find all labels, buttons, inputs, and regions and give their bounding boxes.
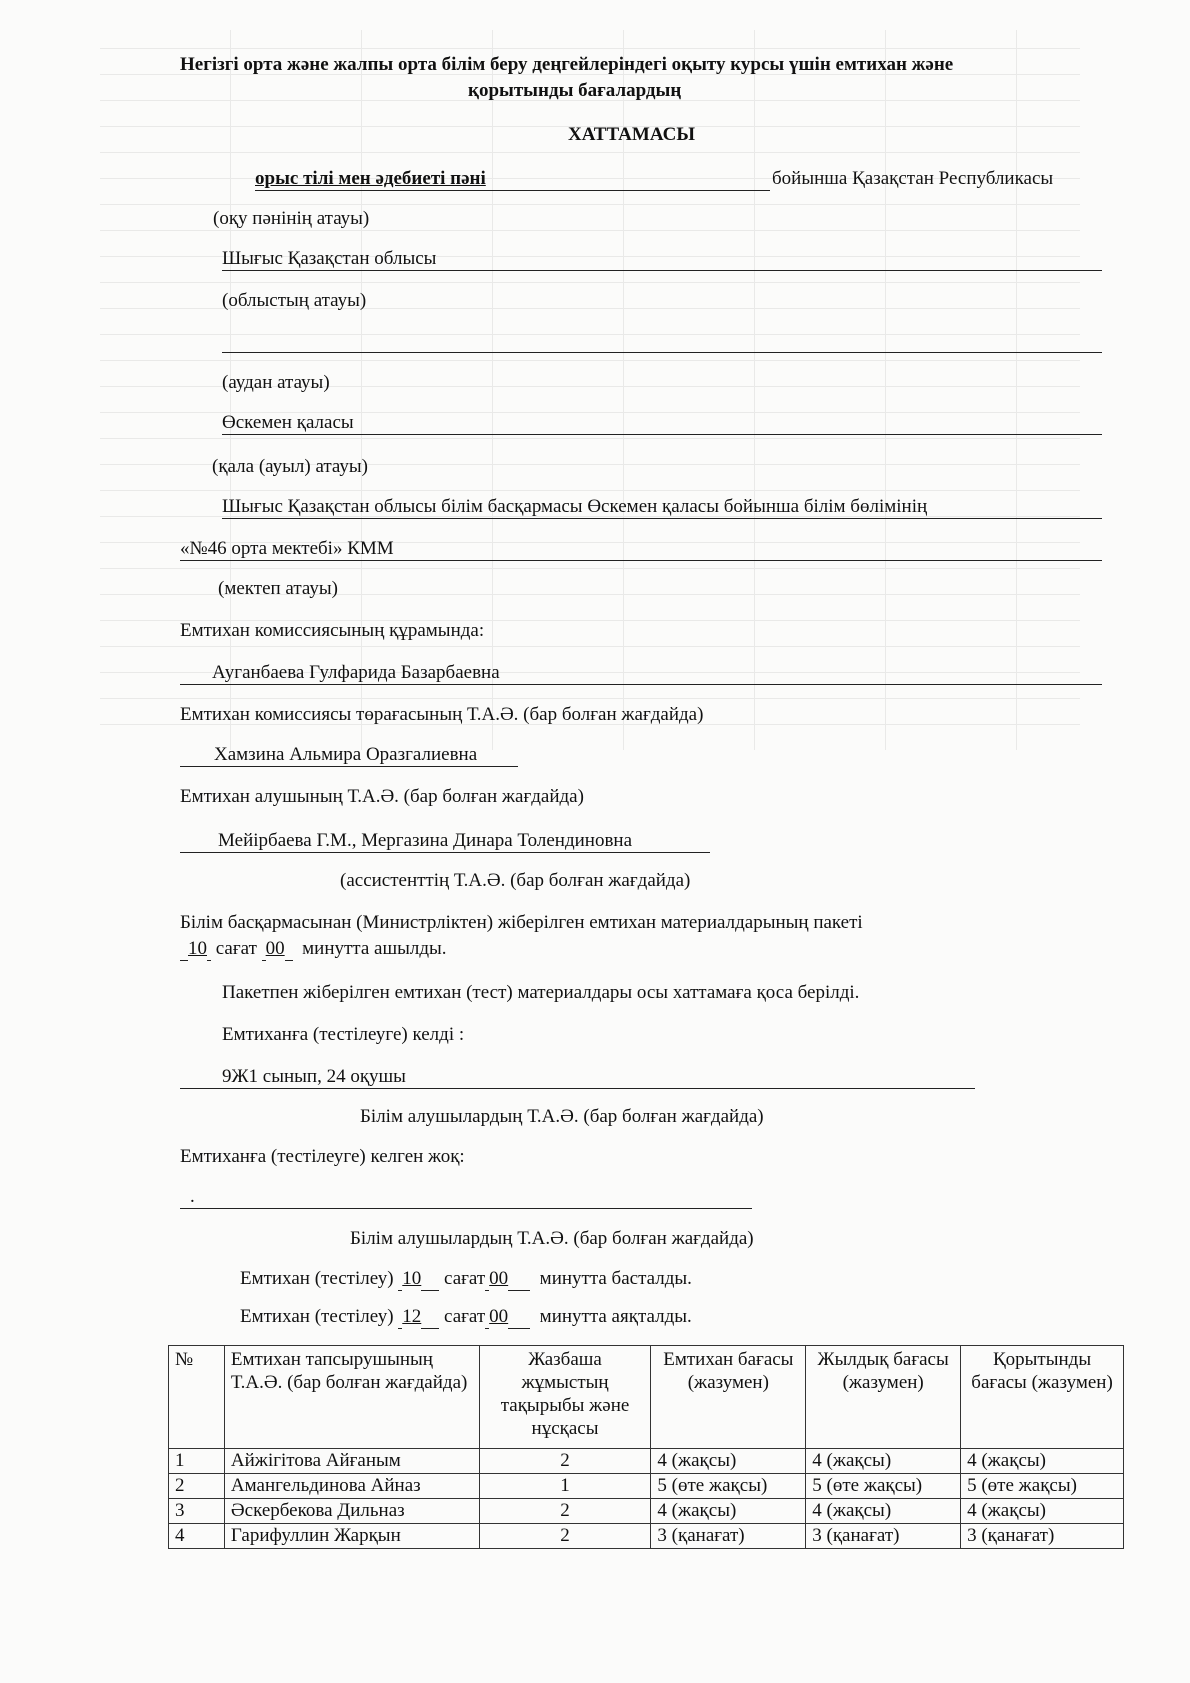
commission-assistants-name: Мейірбаева Г.М., Мергазина Динара Толендиновна — [218, 830, 633, 851]
attendance-students-label-2: Білім алушылардың Т.А.Ә. (бар болған жағдайда) — [350, 1228, 754, 1249]
city-label: (қала (ауыл) атауы) — [212, 456, 368, 477]
row-number: 1 — [169, 1449, 225, 1474]
exam-grade: 5 (өте жақсы) — [651, 1474, 806, 1499]
district-underline — [222, 352, 1102, 353]
commission-chair-name: Ауганбаева Гулфарида Базарбаевна — [212, 662, 500, 683]
timing-start-line — [240, 1268, 692, 1291]
timing-ended-suffix: минутта аяқталды. — [539, 1306, 692, 1327]
package-line1: Білім басқармасынан (Министрліктен) жіберілген емтихан материалдарының пакеті — [180, 912, 863, 933]
package-hour: 10 — [188, 938, 207, 959]
district-label: (аудан атауы) — [222, 372, 330, 393]
col-header-number: № — [169, 1346, 225, 1449]
timing-end-line — [240, 1306, 692, 1329]
school-line2: «№46 орта мектебі» КММ — [180, 538, 394, 559]
attendance-came-label: Емтиханға (тестілеуге) келді : — [222, 1024, 465, 1045]
package-opened-line — [180, 938, 447, 961]
topic-variant: 2 — [479, 1524, 651, 1549]
table-row — [169, 1449, 1124, 1474]
results-table — [168, 1345, 1124, 1549]
table-row — [169, 1474, 1124, 1499]
protocol-title: ХАТТАМАСЫ — [568, 124, 695, 145]
subject-underline — [255, 190, 770, 191]
timing-start-prefix: Емтихан (тестілеу) — [240, 1268, 394, 1289]
annual-grade: 4 (жақсы) — [806, 1499, 961, 1524]
exam-grade: 4 (жақсы) — [651, 1449, 806, 1474]
commission-examiner-name: Хамзина Альмира Оразгалиевна — [214, 744, 478, 765]
timing-end-minute: 00 — [489, 1306, 509, 1327]
topic-variant: 2 — [479, 1449, 651, 1474]
student-name: Айжігітова Айғаным — [224, 1449, 479, 1474]
final-grade: 4 (жақсы) — [961, 1499, 1124, 1524]
row-number: 4 — [169, 1524, 225, 1549]
commission-examiner-underline — [180, 766, 518, 767]
school-line1-underline — [222, 518, 1102, 519]
timing-start-hour: 10 — [402, 1268, 422, 1289]
attendance-came-underline — [180, 1088, 975, 1089]
topic-variant: 1 — [479, 1474, 651, 1499]
final-grade: 3 (қанағат) — [961, 1524, 1124, 1549]
attendance-absent-value: . — [190, 1186, 195, 1207]
final-grade: 4 (жақсы) — [961, 1449, 1124, 1474]
subject-value: орыс тілі мен әдебиеті пәні — [255, 168, 486, 189]
exam-grade: 3 (қанағат) — [651, 1524, 806, 1549]
exam-grade: 4 (жақсы) — [651, 1499, 806, 1524]
subject-label: (оқу пәнінің атауы) — [213, 208, 370, 229]
row-number: 3 — [169, 1499, 225, 1524]
timing-end-hour: 12 — [402, 1306, 422, 1327]
table-row — [169, 1524, 1124, 1549]
commission-assistants-underline — [180, 852, 710, 853]
commission-examiner-label: Емтихан алушының Т.А.Ә. (бар болған жағдайда) — [180, 786, 584, 807]
annual-grade: 3 (қанағат) — [806, 1524, 961, 1549]
school-line2-underline — [180, 560, 1102, 561]
col-header-annual-grade: Жылдық бағасы (жазумен) — [806, 1346, 961, 1449]
package-word-hour: сағат — [215, 938, 257, 959]
region-label: (облыстың атауы) — [222, 290, 367, 311]
region-underline — [222, 270, 1102, 271]
school-line1: Шығыс Қазақстан облысы білім басқармасы Өскемен қаласы бойынша білім бөлімінің — [222, 496, 928, 517]
commission-assistants-label: (ассистенттің Т.А.Ә. (бар болған жағдайда) — [340, 870, 691, 891]
row-number: 2 — [169, 1474, 225, 1499]
commission-chair-underline — [180, 684, 1102, 685]
subject-suffix: бойынша Қазақстан Республикасы — [772, 168, 1054, 189]
annual-grade: 4 (жақсы) — [806, 1449, 961, 1474]
city-underline — [222, 434, 1102, 435]
student-name: Әскербекова Дильназ — [224, 1499, 479, 1524]
student-name: Амангельдинова Айназ — [224, 1474, 479, 1499]
timing-started-suffix: минутта басталды. — [539, 1268, 692, 1289]
school-label: (мектеп атауы) — [218, 578, 338, 599]
package-minute: 00 — [265, 938, 285, 959]
package-attached: Пакетпен жіберілген емтихан (тест) материалдары осы хаттамаға қоса берілді. — [222, 982, 860, 1003]
attendance-students-label-1: Білім алушылардың Т.А.Ә. (бар болған жағдайда) — [360, 1106, 764, 1127]
col-header-final-grade: Қорытынды бағасы (жазумен) — [961, 1346, 1124, 1449]
annual-grade: 5 (өте жақсы) — [806, 1474, 961, 1499]
timing-end-word-hour: сағат — [444, 1306, 486, 1327]
commission-chair-label: Емтихан комиссиясы төрағасының Т.А.Ә. (бар болған жағдайда) — [180, 704, 704, 725]
attendance-came-value: 9Ж1 сынып, 24 оқушы — [222, 1066, 406, 1087]
package-opened-suffix: минутта ашылды. — [302, 938, 447, 959]
student-name: Гарифуллин Жарқын — [224, 1524, 479, 1549]
col-header-student-name: Емтихан тапсырушының Т.А.Ә. (бар болған жағдайда) — [224, 1346, 479, 1449]
city-value: Өскемен қаласы — [222, 412, 354, 433]
results-table-header-row — [169, 1346, 1124, 1449]
timing-end-prefix: Емтихан (тестілеу) — [240, 1306, 394, 1327]
col-header-exam-grade: Емтихан бағасы (жазумен) — [651, 1346, 806, 1449]
commission-heading: Емтихан комиссиясының құрамында: — [180, 620, 485, 641]
protocol-heading-line1: Негізгі орта және жалпы орта білім беру деңгейлеріндегі оқыту курсы үшін емтихан және — [180, 54, 954, 75]
attendance-absent-label: Емтиханға (тестілеуге) келген жоқ: — [180, 1146, 465, 1167]
final-grade: 5 (өте жақсы) — [961, 1474, 1124, 1499]
timing-start-minute: 00 — [489, 1268, 509, 1289]
protocol-heading-line2: қорытынды бағалардың — [468, 80, 682, 101]
timing-start-word-hour: сағат — [444, 1268, 486, 1289]
region-value: Шығыс Қазақстан облысы — [222, 248, 437, 269]
attendance-absent-underline — [180, 1208, 752, 1209]
table-row — [169, 1499, 1124, 1524]
topic-variant: 2 — [479, 1499, 651, 1524]
col-header-topic-variant: Жазбаша жұмыстың тақырыбы және нұсқасы — [479, 1346, 651, 1449]
